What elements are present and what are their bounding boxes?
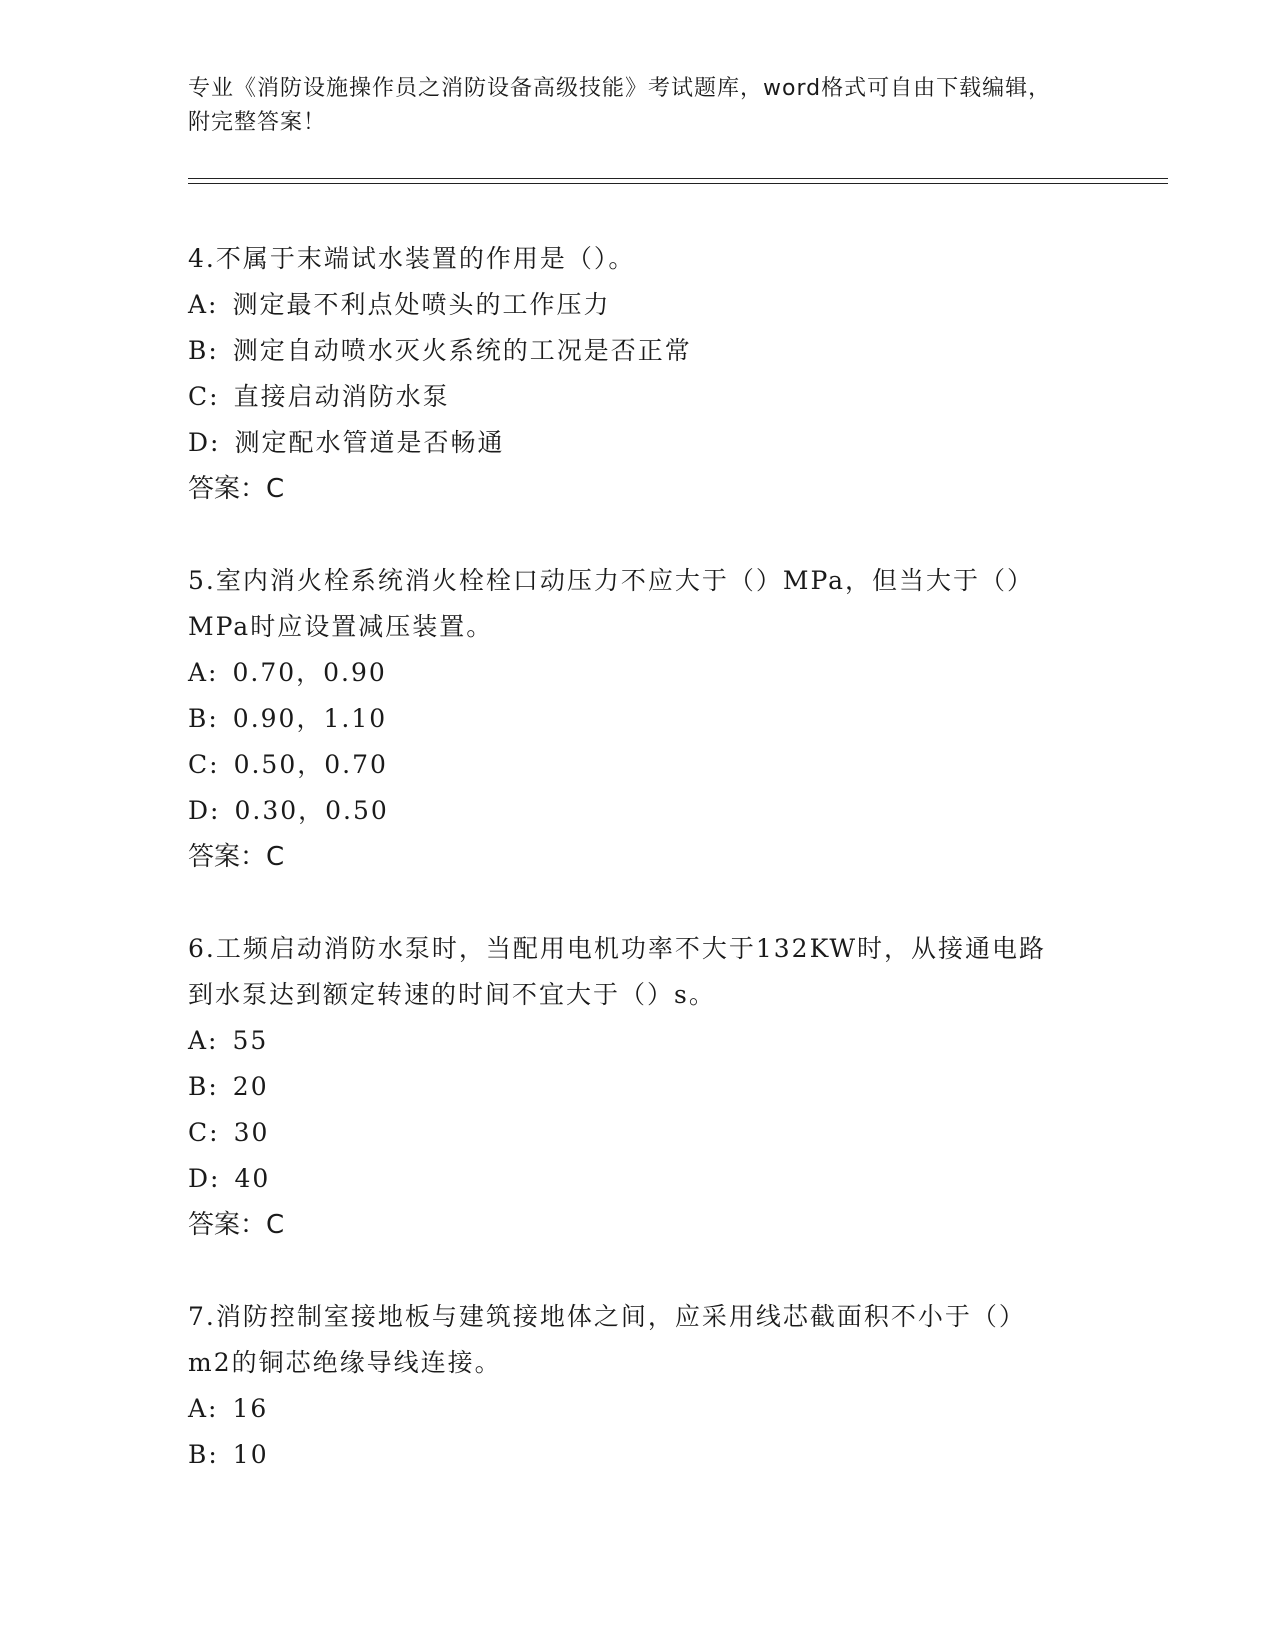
option-c: [188, 374, 1068, 420]
option-letter: A:: [188, 1394, 219, 1423]
option-a: [188, 282, 1068, 328]
option-letter: C:: [188, 382, 220, 411]
answer-line: 答案：C: [188, 842, 285, 872]
option-letter: C:: [188, 750, 220, 779]
document-header: [188, 72, 1068, 140]
option-a: [188, 650, 1068, 696]
answer-line: 答案：C: [188, 474, 285, 504]
option-text: 16: [232, 1394, 269, 1423]
option-text: 0.30，0.50: [234, 796, 389, 825]
option-text: 40: [234, 1164, 271, 1193]
question-stem: 6.工频启动消防水泵时，当配用电机功率不大于132KW时，从接通电路到水泵达到额定转速的时间不宜大于（）s。: [188, 934, 1047, 1009]
option-letter: D:: [188, 1164, 221, 1193]
header-text: 专业《消防设施操作员之消防设备高级技能》考试题库，word格式可自由下载编辑，附完整答案！: [188, 76, 1052, 135]
option-b: [188, 1432, 1068, 1478]
header-divider-top: [188, 178, 1168, 179]
option-a: [188, 1386, 1068, 1432]
option-text: 0.50，0.70: [233, 750, 388, 779]
option-letter: B:: [188, 336, 219, 365]
question-6: [188, 926, 1068, 1248]
option-b: [188, 696, 1068, 742]
option-letter: A:: [188, 658, 219, 687]
question-stem: 4.不属于末端试水装置的作用是（）。: [188, 244, 636, 273]
option-a: [188, 1018, 1068, 1064]
option-text: 测定最不利点处喷头的工作压力: [232, 290, 611, 319]
option-c: [188, 742, 1068, 788]
option-b: [188, 1064, 1068, 1110]
option-d: [188, 1156, 1068, 1202]
option-letter: A:: [188, 1026, 219, 1055]
option-letter: C:: [188, 1118, 220, 1147]
option-letter: D:: [188, 796, 221, 825]
question-stem: 7.消防控制室接地板与建筑接地体之间，应采用线芯截面积不小于（）m2的铜芯绝缘导线连接。: [188, 1302, 1026, 1377]
question-7: [188, 1294, 1068, 1478]
option-letter: A:: [188, 290, 219, 319]
answer-line: 答案：C: [188, 1210, 285, 1240]
option-d: [188, 420, 1068, 466]
option-letter: B:: [188, 704, 219, 733]
option-text: 55: [232, 1026, 269, 1055]
option-text: 测定自动喷水灭火系统的工况是否正常: [232, 336, 692, 365]
question-4: [188, 236, 1068, 512]
option-d: [188, 788, 1068, 834]
option-text: 20: [232, 1072, 269, 1101]
option-text: 30: [233, 1118, 270, 1147]
option-c: [188, 1110, 1068, 1156]
option-text: 10: [232, 1440, 269, 1469]
option-text: 直接启动消防水泵: [233, 382, 450, 411]
option-letter: D:: [188, 428, 221, 457]
question-stem: 5.室内消火栓系统消火栓栓口动压力不应大于（）MPa，但当大于（）MPa时应设置减压装置。: [188, 566, 1035, 641]
question-list: [188, 236, 1068, 1524]
option-letter: B:: [188, 1440, 219, 1469]
option-text: 0.90，1.10: [232, 704, 388, 733]
option-text: 测定配水管道是否畅通: [234, 428, 505, 457]
option-b: [188, 328, 1068, 374]
header-divider-bottom: [188, 183, 1168, 184]
option-text: 0.70，0.90: [232, 658, 387, 687]
option-letter: B:: [188, 1072, 219, 1101]
question-5: [188, 558, 1068, 880]
